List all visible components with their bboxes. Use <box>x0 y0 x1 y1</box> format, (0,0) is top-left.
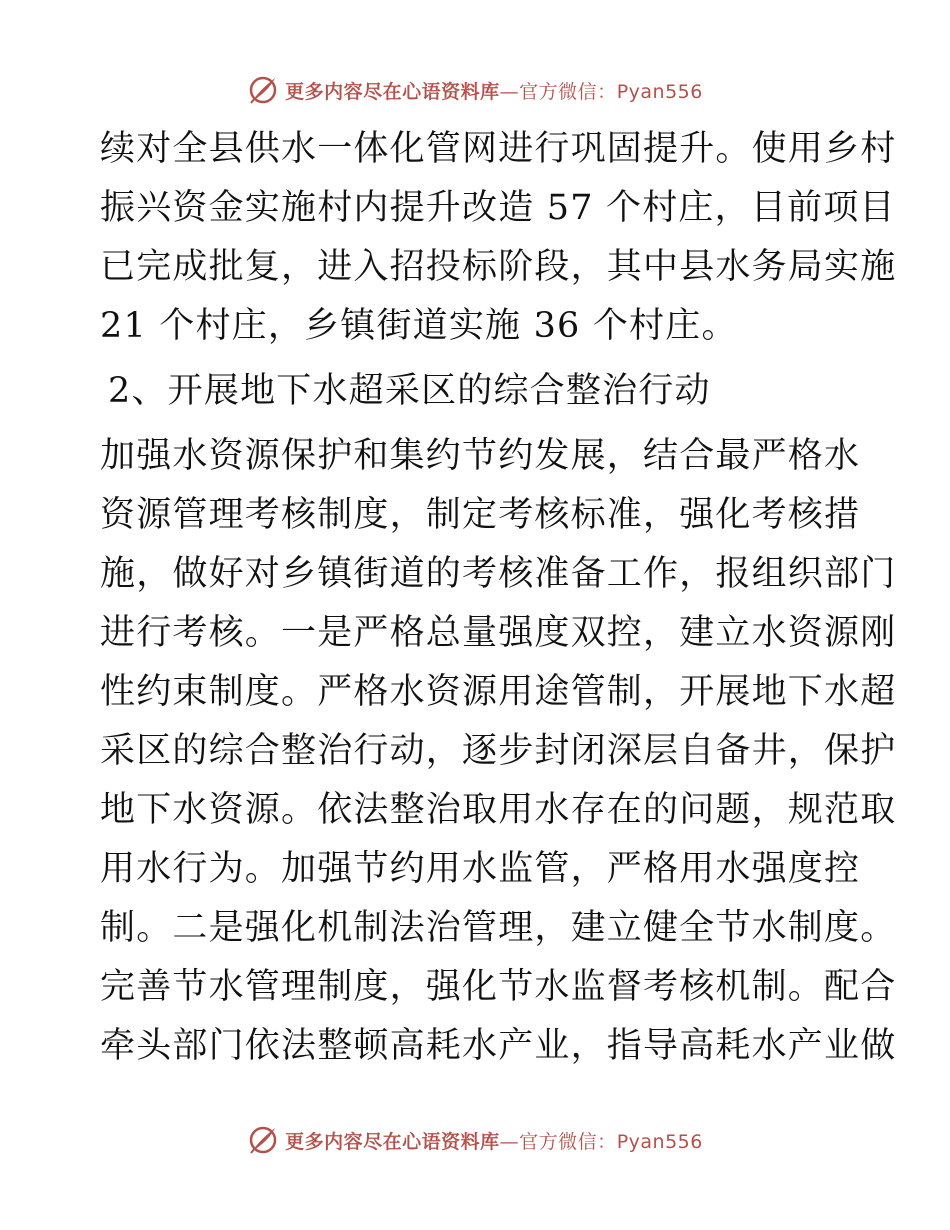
paragraph-1 <box>100 120 897 356</box>
footer-watermark-text: 更多内容尽在心语资料库—官方微信：Pyan556 <box>285 1130 703 1153</box>
text-line: 进行考核。一是严格总量强度双控，建立水资源刚 <box>100 613 897 653</box>
text-line: 加强水资源保护和集约节约发展，结合最严格水 <box>100 436 861 476</box>
text-line: 地下水资源。依法整治取用水存在的问题，规范取 <box>100 790 897 830</box>
text-line: 振兴资金实施村内提升改造 57 个村庄，目前项目 <box>100 188 896 228</box>
text-line: 21 个村庄，乡镇街道实施 36 个村庄。 <box>100 306 738 346</box>
text-line: 采区的综合整治行动，逐步封闭深层自备井，保护 <box>100 731 897 771</box>
text-line: 用水行为。加强节约用水监管，严格用水强度控 <box>100 849 861 889</box>
text-line: 已完成批复，进入招投标阶段，其中县水务局实施 <box>100 247 897 287</box>
feather-pen-icon <box>247 1124 279 1156</box>
footer-watermark-banner <box>0 1120 950 1160</box>
feather-pen-icon <box>247 74 279 106</box>
text-line: 资源管理考核制度，制定考核标准，强化考核措 <box>100 495 861 535</box>
text-line: 制。二是强化机制法治管理，建立健全节水制度。 <box>100 908 897 948</box>
section-heading-2: 2、开展地下水超采区的综合整治行动 <box>108 371 711 411</box>
text-line: 牵头部门依法整顿高耗水产业，指导高耗水产业做 <box>100 1026 897 1066</box>
header-watermark-text: 更多内容尽在心语资料库—官方微信：Pyan556 <box>285 80 703 103</box>
text-line: 性约束制度。严格水资源用途管制，开展地下水超 <box>100 672 897 712</box>
text-line: 续对全县供水一体化管网进行巩固提升。使用乡村 <box>100 129 897 169</box>
document-body <box>100 120 897 1076</box>
text-line: 施，做好对乡镇街道的考核准备工作，报组织部门 <box>100 554 897 594</box>
text-line: 完善节水管理制度，强化节水监督考核机制。配合 <box>100 967 897 1007</box>
paragraph-2 <box>100 427 897 1076</box>
header-watermark-banner <box>0 70 950 110</box>
